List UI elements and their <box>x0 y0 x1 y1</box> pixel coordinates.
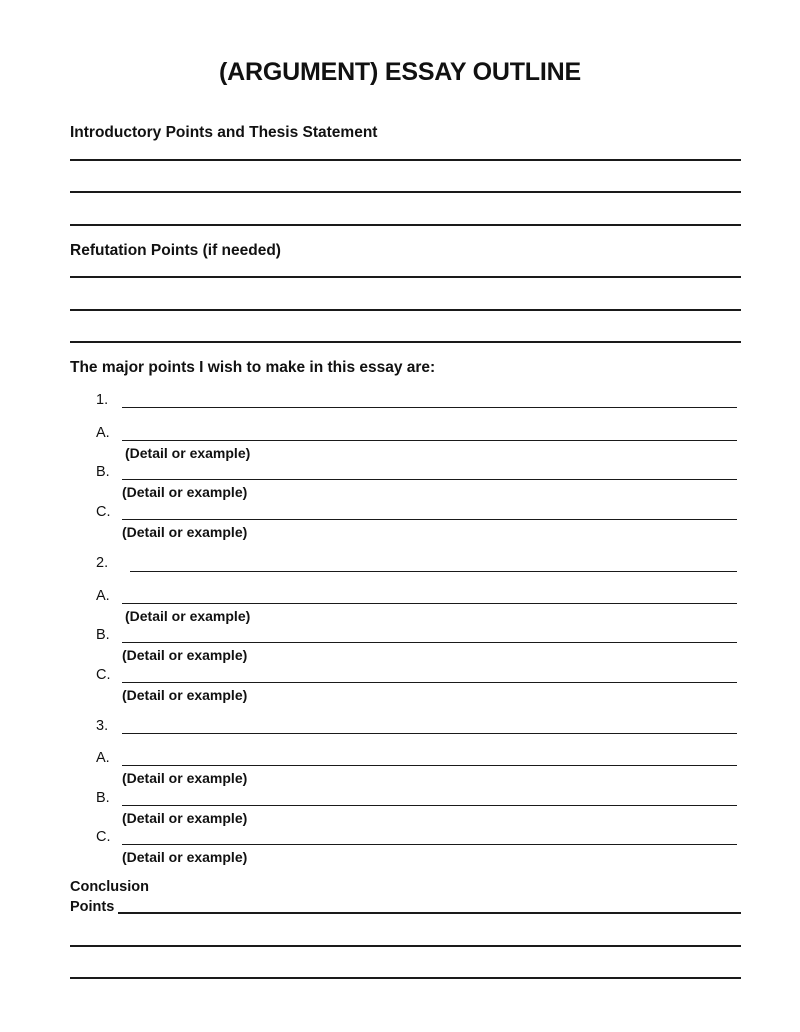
detail-label: (Detail or example) <box>125 608 251 624</box>
intro-line-1[interactable] <box>70 159 741 161</box>
sub-point-line[interactable] <box>122 805 737 806</box>
point-line[interactable] <box>122 407 737 408</box>
sub-point-label: A. <box>96 425 110 441</box>
point-number: 3. <box>96 718 109 734</box>
detail-label: (Detail or example) <box>125 445 251 461</box>
refutation-heading: Refutation Points (if needed) <box>70 242 281 259</box>
sub-point-label: C. <box>96 504 111 520</box>
major-points-heading: The major points I wish to make in this essay are: <box>70 359 436 376</box>
sub-point-line[interactable] <box>122 519 737 520</box>
sub-point-line[interactable] <box>122 479 737 480</box>
point-line[interactable] <box>130 571 737 572</box>
sub-point-label: C. <box>96 667 111 683</box>
sub-point-label: C. <box>96 829 111 845</box>
sub-point-label: B. <box>96 464 110 480</box>
sub-point-line[interactable] <box>122 682 737 683</box>
sub-point-line[interactable] <box>122 603 737 604</box>
sub-point-line[interactable] <box>122 844 737 845</box>
sub-point-line[interactable] <box>122 440 737 441</box>
detail-label: (Detail or example) <box>122 849 248 865</box>
refutation-line-2[interactable] <box>70 309 741 311</box>
point-number: 2. <box>96 555 109 571</box>
conclusion-heading: Conclusion <box>70 879 149 895</box>
conclusion-line-2[interactable] <box>70 945 741 947</box>
point-line[interactable] <box>122 733 737 734</box>
sub-point-line[interactable] <box>122 765 737 766</box>
sub-point-label: B. <box>96 790 110 806</box>
detail-label: (Detail or example) <box>122 687 248 703</box>
intro-line-3[interactable] <box>70 224 741 226</box>
detail-label: (Detail or example) <box>122 647 248 663</box>
sub-point-label: B. <box>96 627 110 643</box>
page-title: (ARGUMENT) ESSAY OUTLINE <box>219 58 581 86</box>
sub-point-line[interactable] <box>122 642 737 643</box>
sub-point-label: A. <box>96 588 110 604</box>
detail-label: (Detail or example) <box>122 770 248 786</box>
conclusion-heading-points: Points <box>70 899 115 915</box>
intro-line-2[interactable] <box>70 191 741 193</box>
conclusion-line-3[interactable] <box>70 977 741 979</box>
point-number: 1. <box>96 392 109 408</box>
refutation-line-3[interactable] <box>70 341 741 343</box>
sub-point-label: A. <box>96 750 110 766</box>
detail-label: (Detail or example) <box>122 484 248 500</box>
refutation-line-1[interactable] <box>70 276 741 278</box>
detail-label: (Detail or example) <box>122 810 248 826</box>
detail-label: (Detail or example) <box>122 524 248 540</box>
intro-heading: Introductory Points and Thesis Statement <box>70 124 378 141</box>
conclusion-line-1[interactable] <box>118 912 741 914</box>
